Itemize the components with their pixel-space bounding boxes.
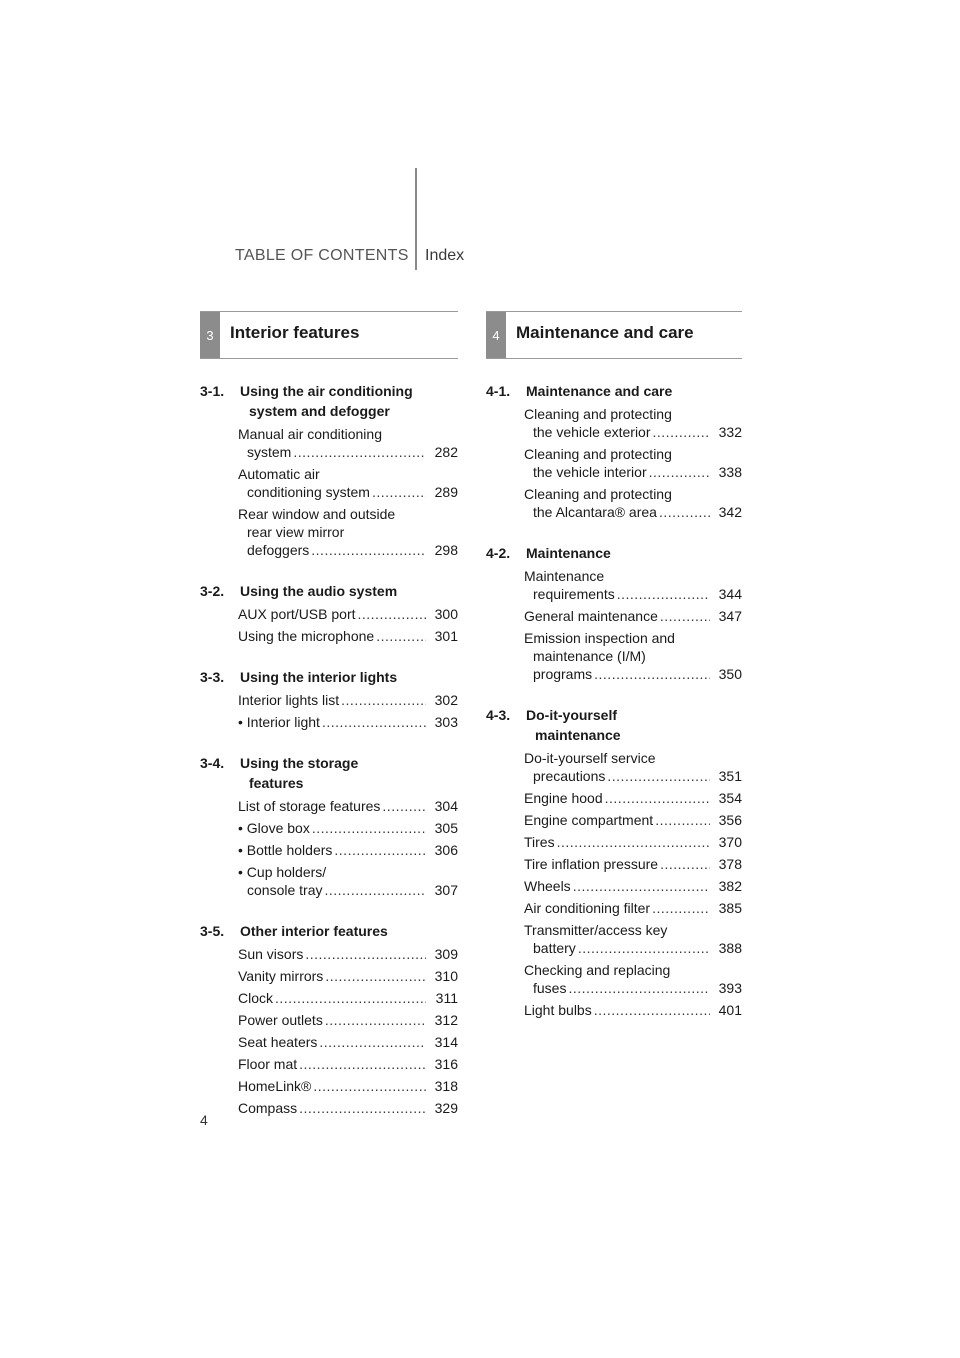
entry-last-line [238, 967, 458, 985]
entry-last-line [238, 797, 458, 815]
entry-text: precautions [533, 768, 606, 784]
toc-entry[interactable] [238, 819, 458, 837]
toc-entry[interactable] [524, 899, 742, 917]
dot-leader [325, 1011, 426, 1029]
entry-text: AUX port/USB port [238, 606, 356, 622]
entry-last-line [524, 463, 742, 481]
group-title [526, 705, 742, 745]
toc-entry[interactable] [238, 505, 458, 559]
table-of-contents-link[interactable]: TABLE OF CONTENTS [235, 247, 409, 264]
toc-entry[interactable] [238, 945, 458, 963]
entry-last-line [524, 939, 742, 957]
entry-text: Manual air conditioning [238, 426, 382, 442]
dot-leader [275, 989, 426, 1007]
entry-text: Clock [238, 990, 274, 1006]
page-reference[interactable]: 309 [434, 946, 458, 962]
dot-leader [605, 789, 710, 807]
page-reference[interactable]: 302 [434, 692, 458, 708]
dot-leader [312, 819, 426, 837]
toc-entry[interactable] [238, 863, 458, 899]
dot-leader [293, 443, 426, 461]
page-reference[interactable]: 316 [434, 1056, 458, 1072]
entry-text: Cleaning and protecting [524, 446, 672, 462]
page-reference[interactable]: 342 [718, 504, 742, 520]
toc-entry[interactable] [524, 485, 742, 521]
group-title [240, 381, 458, 421]
dot-leader [594, 1001, 710, 1019]
dot-leader [341, 691, 426, 709]
group-number: 4-1. [486, 383, 511, 399]
dot-leader [655, 811, 710, 829]
page-reference[interactable]: 356 [718, 812, 742, 828]
entry-text: Engine compartment [524, 812, 654, 828]
page-reference[interactable]: 350 [718, 666, 742, 682]
group-title [526, 381, 742, 401]
toc-entry[interactable] [238, 1033, 458, 1051]
entry-last-line [524, 503, 742, 521]
entry-last-line [238, 1077, 458, 1095]
entry-last-line [524, 1001, 742, 1019]
entry-text: the Alcantara® area [533, 504, 657, 520]
toc-entry[interactable] [524, 629, 742, 683]
page-number: 4 [200, 1112, 208, 1128]
page-reference[interactable]: 306 [434, 842, 458, 858]
toc-group [486, 381, 742, 521]
page-reference[interactable]: 329 [434, 1100, 458, 1116]
toc-entry[interactable] [238, 967, 458, 985]
toc-entry[interactable] [524, 567, 742, 603]
entry-text: • Glove box [238, 820, 310, 836]
page-reference[interactable]: 378 [718, 856, 742, 872]
dot-leader [382, 797, 426, 815]
entry-text: Wheels [524, 878, 571, 894]
page-reference[interactable]: 401 [718, 1002, 742, 1018]
dot-leader [607, 767, 710, 785]
dot-leader [659, 503, 710, 521]
entry-last-line [524, 855, 742, 873]
entry-last-line [524, 899, 742, 917]
entry-text: Maintenance [524, 568, 605, 584]
entry-text: Engine hood [524, 790, 603, 806]
page-reference[interactable]: 305 [434, 820, 458, 836]
entry-last-line [524, 979, 742, 997]
section-tab-number[interactable]: 3 [200, 312, 220, 358]
dot-leader [660, 607, 710, 625]
entry-text: • Cup holders/ [238, 864, 327, 880]
dot-leader [653, 423, 710, 441]
entry-text: Automatic air [238, 466, 320, 482]
page-reference[interactable]: 388 [718, 940, 742, 956]
toc-group [486, 705, 742, 1019]
section-header [200, 311, 458, 359]
entry-text: system [247, 444, 292, 460]
page-reference[interactable]: 311 [435, 990, 458, 1006]
toc-entry[interactable] [238, 797, 458, 815]
entry-text: rear view mirror [247, 524, 345, 540]
entry-last-line [238, 1055, 458, 1073]
group-title-line: Do-it-yourself [526, 707, 617, 723]
page-reference[interactable]: 314 [434, 1034, 458, 1050]
entry-last-line [238, 945, 458, 963]
entry-last-line [524, 607, 742, 625]
entry-text: the vehicle interior [533, 464, 647, 480]
group-number: 3-5. [200, 923, 225, 939]
toc-entries [486, 749, 742, 1019]
toc-entry[interactable] [238, 713, 458, 731]
entry-last-line [524, 877, 742, 895]
entry-last-line [238, 605, 458, 623]
entry-text: battery [533, 940, 576, 956]
page-reference[interactable]: 312 [434, 1012, 458, 1028]
toc-entry[interactable] [238, 841, 458, 859]
group-number: 3-2. [200, 583, 225, 599]
group-title-line: Using the storage [240, 755, 359, 771]
dot-leader [324, 881, 426, 899]
dot-leader [376, 627, 426, 645]
group-heading[interactable] [486, 543, 742, 563]
group-heading[interactable] [200, 921, 458, 941]
entry-last-line [238, 989, 458, 1007]
page-reference[interactable]: 318 [434, 1078, 458, 1094]
group-number: 3-4. [200, 755, 225, 771]
entry-last-line [524, 811, 742, 829]
entry-last-line [238, 691, 458, 709]
page-reference[interactable]: 370 [718, 834, 742, 850]
toc-entry[interactable] [238, 1099, 458, 1117]
toc-entry[interactable] [524, 877, 742, 895]
toc-group [200, 581, 458, 645]
toc-entry[interactable] [238, 627, 458, 645]
toc-group [200, 667, 458, 731]
toc-entry[interactable] [524, 405, 742, 441]
dot-leader [313, 1077, 426, 1095]
page-reference[interactable]: 282 [434, 444, 458, 460]
toc-entry[interactable] [524, 445, 742, 481]
entry-last-line [238, 1099, 458, 1117]
page-reference[interactable]: 344 [718, 586, 742, 602]
group-title-line: Other interior features [240, 923, 388, 939]
group-title-line: Using the audio system [240, 583, 398, 599]
dot-leader [617, 585, 710, 603]
group-number: 4-2. [486, 545, 511, 561]
group-title [526, 543, 742, 563]
dot-leader [660, 855, 710, 873]
toc-entry[interactable] [524, 961, 742, 997]
entry-text: maintenance (I/M) [533, 648, 646, 664]
entry-last-line [238, 819, 458, 837]
entry-last-line [238, 713, 458, 731]
index-link[interactable]: Index [425, 247, 465, 264]
toc-entry[interactable] [238, 1077, 458, 1095]
dot-leader [299, 1055, 426, 1073]
dot-leader [372, 483, 426, 501]
entry-text: • Bottle holders [238, 842, 333, 858]
group-heading[interactable] [200, 667, 458, 687]
entry-text: Floor mat [238, 1056, 298, 1072]
entry-text: Do-it-yourself service [524, 750, 656, 766]
group-heading[interactable] [486, 381, 742, 401]
group-title-line: system and defogger [249, 403, 390, 419]
page-reference[interactable]: 385 [718, 900, 742, 916]
dot-leader [322, 713, 426, 731]
toc-entry[interactable] [524, 749, 742, 785]
group-heading[interactable] [200, 381, 458, 421]
toc-group [200, 381, 458, 559]
dot-leader [319, 1033, 426, 1051]
dot-leader [557, 833, 710, 851]
group-title-line: Maintenance and care [526, 383, 673, 399]
page-reference[interactable]: 393 [718, 980, 742, 996]
dot-leader [334, 841, 426, 859]
section-title: Interior features [230, 323, 360, 342]
entry-text: conditioning system [247, 484, 370, 500]
page-reference[interactable]: 382 [718, 878, 742, 894]
entry-text: • Interior light [238, 714, 320, 730]
section-interior-features [200, 311, 458, 1117]
dot-leader [305, 945, 426, 963]
page-reference[interactable]: 351 [718, 768, 742, 784]
entry-text: Seat heaters [238, 1034, 318, 1050]
toc-entries [200, 691, 458, 731]
group-title-line: Using the air conditioning [240, 383, 413, 399]
group-title [240, 921, 458, 941]
toc-entry[interactable] [524, 789, 742, 807]
toc-entry[interactable] [524, 855, 742, 873]
entry-text: console tray [247, 882, 323, 898]
toc-entries [486, 405, 742, 521]
entry-last-line [524, 665, 742, 683]
entry-text: the vehicle exterior [533, 424, 651, 440]
section-tab-number[interactable]: 4 [486, 312, 506, 358]
entry-text: Cleaning and protecting [524, 406, 672, 422]
toc-entry[interactable] [524, 833, 742, 851]
page-reference[interactable]: 354 [718, 790, 742, 806]
entry-text: Compass [238, 1100, 298, 1116]
toc-entry[interactable] [238, 425, 458, 461]
entry-text: HomeLink® [238, 1078, 312, 1094]
group-title-line: Maintenance [526, 545, 611, 561]
entry-text: requirements [533, 586, 615, 602]
page-reference[interactable]: 347 [718, 608, 742, 624]
group-title-line: Using the interior lights [240, 669, 398, 685]
entry-text: Vanity mirrors [238, 968, 324, 984]
page-reference[interactable]: 289 [434, 484, 458, 500]
entry-last-line [238, 627, 458, 645]
entry-text: Tire inflation pressure [524, 856, 659, 872]
section-header [486, 311, 742, 359]
entry-text: Using the microphone [238, 628, 375, 644]
group-number: 3-1. [200, 383, 225, 399]
entry-last-line [524, 833, 742, 851]
section-maintenance-and-care [486, 311, 742, 1019]
entry-text: Air conditioning filter [524, 900, 651, 916]
entry-last-line [238, 443, 458, 461]
page-reference[interactable]: 338 [718, 464, 742, 480]
group-title-line: maintenance [535, 727, 621, 743]
group-title [240, 581, 458, 601]
entry-text: General maintenance [524, 608, 658, 624]
toc-entry[interactable] [524, 607, 742, 625]
toc-entries [200, 797, 458, 899]
section-title: Maintenance and care [516, 323, 694, 342]
dot-leader [568, 979, 710, 997]
entry-text: fuses [533, 980, 567, 996]
toc-entry[interactable] [238, 989, 458, 1007]
dot-leader [311, 541, 426, 559]
entry-last-line [238, 1011, 458, 1029]
entry-last-line [524, 789, 742, 807]
group-title-line: features [249, 775, 304, 791]
toc-entry[interactable] [238, 465, 458, 501]
page-reference[interactable]: 301 [434, 628, 458, 644]
entry-text: Light bulbs [524, 1002, 592, 1018]
toc-entry[interactable] [524, 1001, 742, 1019]
toc-entry[interactable] [524, 921, 742, 957]
group-number: 3-3. [200, 669, 225, 685]
dot-leader [649, 463, 710, 481]
toc-group [200, 753, 458, 899]
entry-last-line [524, 767, 742, 785]
entry-text: Rear window and outside [238, 506, 396, 522]
page-reference[interactable]: 332 [718, 424, 742, 440]
entry-text: List of storage features [238, 798, 381, 814]
page-reference[interactable]: 303 [434, 714, 458, 730]
group-number: 4-3. [486, 707, 511, 723]
entry-last-line [238, 1033, 458, 1051]
page-reference[interactable]: 300 [434, 606, 458, 622]
toc-entry[interactable] [238, 605, 458, 623]
entry-last-line [238, 881, 458, 899]
entry-text: defoggers [247, 542, 310, 558]
group-heading[interactable] [486, 705, 742, 745]
toc-entry[interactable] [238, 1055, 458, 1073]
dot-leader [573, 877, 710, 895]
entry-text: Interior lights list [238, 692, 340, 708]
page-reference[interactable]: 304 [434, 798, 458, 814]
entry-text: Cleaning and protecting [524, 486, 672, 502]
entry-last-line [238, 541, 458, 559]
toc-entry[interactable] [238, 691, 458, 709]
header-divider [415, 168, 417, 270]
toc-group [200, 921, 458, 1117]
dot-leader [652, 899, 710, 917]
dot-leader [578, 939, 710, 957]
entry-text: Sun visors [238, 946, 304, 962]
page-reference[interactable]: 298 [434, 542, 458, 558]
entry-text: Emission inspection and [524, 630, 675, 646]
dot-leader [358, 605, 427, 623]
group-title [240, 667, 458, 687]
toc-entry[interactable] [238, 1011, 458, 1029]
group-heading[interactable] [200, 581, 458, 601]
group-title [240, 753, 458, 793]
toc-entries [200, 425, 458, 559]
toc-entries [486, 567, 742, 683]
entry-text: programs [533, 666, 593, 682]
toc-entries [200, 945, 458, 1117]
dot-leader [325, 967, 426, 985]
entry-text: Checking and replacing [524, 962, 671, 978]
entry-last-line [524, 585, 742, 603]
page-reference[interactable]: 307 [434, 882, 458, 898]
entry-text: Tires [524, 834, 555, 850]
page-reference[interactable]: 310 [434, 968, 458, 984]
dot-leader [299, 1099, 426, 1117]
group-heading[interactable] [200, 753, 458, 793]
entry-last-line [238, 483, 458, 501]
entry-last-line [238, 841, 458, 859]
entry-text: Power outlets [238, 1012, 323, 1028]
entry-text: Transmitter/access key [524, 922, 668, 938]
toc-entries [200, 605, 458, 645]
dot-leader [594, 665, 710, 683]
toc-group [486, 543, 742, 683]
entry-last-line [524, 423, 742, 441]
toc-entry[interactable] [524, 811, 742, 829]
